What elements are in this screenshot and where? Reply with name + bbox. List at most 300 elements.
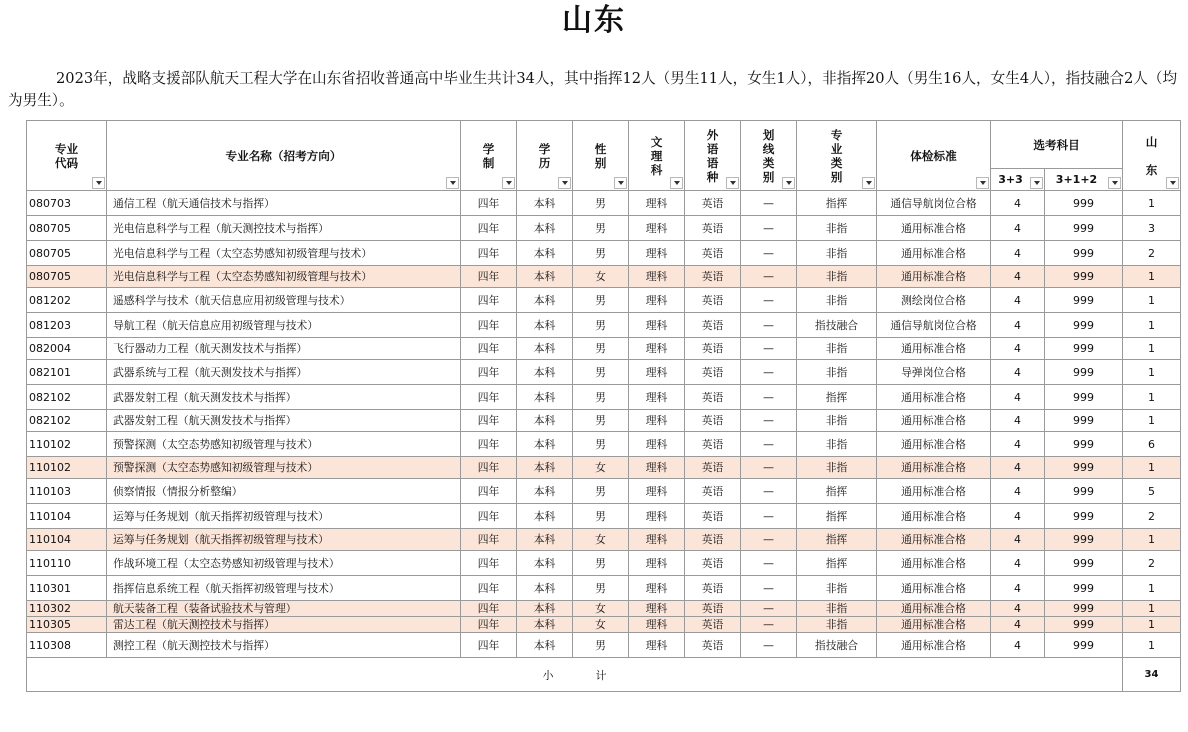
filter-dropdown-icon[interactable] (1030, 177, 1043, 189)
cell-subject: 理科 (629, 617, 685, 633)
cell-category: 非指 (797, 216, 877, 241)
cell-degree: 本科 (517, 633, 573, 658)
cell-degree: 本科 (517, 576, 573, 601)
cell-physical: 通用标准合格 (877, 410, 991, 432)
cell-category: 非指 (797, 432, 877, 457)
filter-dropdown-icon[interactable] (614, 177, 627, 189)
cell-degree: 本科 (517, 360, 573, 385)
filter-dropdown-icon[interactable] (1166, 177, 1179, 189)
cell-gender: 男 (573, 385, 629, 410)
cell-count: 2 (1123, 551, 1181, 576)
cell-code: 082101 (27, 360, 107, 385)
cell-category: 指挥 (797, 504, 877, 529)
cell-elective-a: 4 (991, 385, 1045, 410)
cell-degree: 本科 (517, 601, 573, 617)
cell-physical: 通用标准合格 (877, 385, 991, 410)
cell-code: 110308 (27, 633, 107, 658)
cell-physical: 通用标准合格 (877, 216, 991, 241)
filter-dropdown-icon[interactable] (446, 177, 459, 189)
cell-name: 运筹与任务规划（航天指挥初级管理与技术） (107, 529, 461, 551)
cell-batch: — (741, 551, 797, 576)
cell-category: 指技融合 (797, 313, 877, 338)
cell-language: 英语 (685, 360, 741, 385)
cell-elective-a: 4 (991, 288, 1045, 313)
cell-physical: 通信导航岗位合格 (877, 313, 991, 338)
subtotal-label: 小 计 (27, 658, 1123, 692)
cell-elective-a: 4 (991, 504, 1045, 529)
cell-subject: 理科 (629, 288, 685, 313)
enrollment-summary: 2023年，战略支援部队航天工程大学在山东省招收普通高中毕业生共计34人，其中指挥12人（男生11人，女生1人），非指挥20人（男生16人，女生4人），指技融合2人（均为男生）。 (8, 70, 1178, 109)
cell-name: 遥感科学与技术（航天信息应用初级管理与技术） (107, 288, 461, 313)
table-row (27, 338, 1181, 360)
cell-gender: 男 (573, 360, 629, 385)
cell-code: 110302 (27, 601, 107, 617)
filter-dropdown-icon[interactable] (726, 177, 739, 189)
cell-category: 非指 (797, 360, 877, 385)
cell-batch: — (741, 313, 797, 338)
cell-duration: 四年 (461, 266, 517, 288)
cell-language: 英语 (685, 288, 741, 313)
cell-duration: 四年 (461, 633, 517, 658)
header-language: 外 语 语 种 (685, 121, 741, 191)
cell-degree: 本科 (517, 266, 573, 288)
cell-count: 1 (1123, 457, 1181, 479)
cell-category: 非指 (797, 338, 877, 360)
cell-name: 预警探测（太空态势感知初级管理与技术） (107, 457, 461, 479)
cell-subject: 理科 (629, 313, 685, 338)
cell-gender: 男 (573, 191, 629, 216)
cell-batch: — (741, 216, 797, 241)
cell-physical: 通用标准合格 (877, 432, 991, 457)
cell-elective-b: 999 (1045, 551, 1123, 576)
cell-degree: 本科 (517, 479, 573, 504)
cell-physical: 通用标准合格 (877, 576, 991, 601)
cell-subject: 理科 (629, 504, 685, 529)
cell-elective-b: 999 (1045, 288, 1123, 313)
cell-language: 英语 (685, 432, 741, 457)
cell-code: 110305 (27, 617, 107, 633)
cell-gender: 男 (573, 410, 629, 432)
cell-duration: 四年 (461, 504, 517, 529)
filter-dropdown-icon[interactable] (1108, 177, 1121, 189)
cell-language: 英语 (685, 313, 741, 338)
table-row (27, 504, 1181, 529)
cell-name: 通信工程（航天通信技术与指挥） (107, 191, 461, 216)
table-row (27, 633, 1181, 658)
cell-batch: — (741, 576, 797, 601)
cell-physical: 通用标准合格 (877, 504, 991, 529)
table-row (27, 479, 1181, 504)
table-row (27, 601, 1181, 617)
cell-elective-a: 4 (991, 241, 1045, 266)
cell-name: 光电信息科学与工程（太空态势感知初级管理与技术） (107, 241, 461, 266)
cell-count: 2 (1123, 241, 1181, 266)
cell-name: 测控工程（航天测控技术与指挥） (107, 633, 461, 658)
cell-elective-b: 999 (1045, 504, 1123, 529)
cell-elective-b: 999 (1045, 576, 1123, 601)
cell-elective-a: 4 (991, 633, 1045, 658)
filter-dropdown-icon[interactable] (862, 177, 875, 189)
cell-count: 6 (1123, 432, 1181, 457)
cell-name: 导航工程（航天信息应用初级管理与技术） (107, 313, 461, 338)
cell-name: 武器发射工程（航天测发技术与指挥） (107, 385, 461, 410)
cell-category: 指技融合 (797, 633, 877, 658)
cell-duration: 四年 (461, 241, 517, 266)
cell-degree: 本科 (517, 216, 573, 241)
cell-language: 英语 (685, 338, 741, 360)
cell-category: 非指 (797, 288, 877, 313)
cell-category: 非指 (797, 617, 877, 633)
header-category: 专 业 类 别 (797, 121, 877, 191)
cell-count: 1 (1123, 266, 1181, 288)
header-elective-b: 3+1+2 (1045, 169, 1123, 191)
table-row (27, 360, 1181, 385)
cell-degree: 本科 (517, 288, 573, 313)
cell-batch: — (741, 266, 797, 288)
cell-degree: 本科 (517, 313, 573, 338)
header-name: 专业名称（招考方向） (107, 121, 461, 191)
cell-physical: 通用标准合格 (877, 529, 991, 551)
cell-code: 110104 (27, 504, 107, 529)
cell-count: 1 (1123, 191, 1181, 216)
cell-language: 英语 (685, 601, 741, 617)
cell-language: 英语 (685, 216, 741, 241)
cell-gender: 男 (573, 633, 629, 658)
cell-language: 英语 (685, 551, 741, 576)
cell-batch: — (741, 457, 797, 479)
filter-dropdown-icon[interactable] (502, 177, 515, 189)
cell-batch: — (741, 504, 797, 529)
cell-code: 110102 (27, 457, 107, 479)
cell-batch: — (741, 633, 797, 658)
cell-duration: 四年 (461, 432, 517, 457)
header-code: 专业 代码 (27, 121, 107, 191)
cell-category: 指挥 (797, 529, 877, 551)
cell-duration: 四年 (461, 338, 517, 360)
cell-count: 2 (1123, 504, 1181, 529)
cell-degree: 本科 (517, 529, 573, 551)
cell-gender: 女 (573, 457, 629, 479)
cell-category: 非指 (797, 410, 877, 432)
cell-degree: 本科 (517, 191, 573, 216)
cell-elective-a: 4 (991, 410, 1045, 432)
cell-duration: 四年 (461, 191, 517, 216)
cell-batch: — (741, 529, 797, 551)
cell-elective-b: 999 (1045, 432, 1123, 457)
cell-elective-a: 4 (991, 360, 1045, 385)
cell-batch: — (741, 385, 797, 410)
cell-gender: 男 (573, 313, 629, 338)
cell-language: 英语 (685, 617, 741, 633)
cell-duration: 四年 (461, 529, 517, 551)
table-row (27, 617, 1181, 633)
header-duration: 学 制 (461, 121, 517, 191)
cell-language: 英语 (685, 410, 741, 432)
cell-elective-a: 4 (991, 191, 1045, 216)
filter-dropdown-icon[interactable] (92, 177, 105, 189)
cell-degree: 本科 (517, 338, 573, 360)
table-row (27, 216, 1181, 241)
cell-degree: 本科 (517, 432, 573, 457)
table-row (27, 313, 1181, 338)
cell-code: 080705 (27, 241, 107, 266)
cell-code: 110102 (27, 432, 107, 457)
cell-elective-a: 4 (991, 551, 1045, 576)
cell-elective-b: 999 (1045, 410, 1123, 432)
cell-physical: 通用标准合格 (877, 241, 991, 266)
cell-subject: 理科 (629, 529, 685, 551)
cell-degree: 本科 (517, 385, 573, 410)
header-physical: 体检标准 (877, 121, 991, 191)
cell-category: 指挥 (797, 479, 877, 504)
cell-language: 英语 (685, 457, 741, 479)
cell-gender: 男 (573, 432, 629, 457)
cell-degree: 本科 (517, 410, 573, 432)
cell-language: 英语 (685, 241, 741, 266)
cell-batch: — (741, 432, 797, 457)
cell-elective-a: 4 (991, 432, 1045, 457)
filter-dropdown-icon[interactable] (976, 177, 989, 189)
cell-subject: 理科 (629, 410, 685, 432)
cell-count: 5 (1123, 479, 1181, 504)
cell-name: 航天装备工程（装备试验技术与管理） (107, 601, 461, 617)
cell-duration: 四年 (461, 576, 517, 601)
cell-category: 非指 (797, 241, 877, 266)
cell-language: 英语 (685, 576, 741, 601)
cell-degree: 本科 (517, 457, 573, 479)
cell-name: 侦察情报（情报分析整编） (107, 479, 461, 504)
cell-physical: 测绘岗位合格 (877, 288, 991, 313)
cell-elective-b: 999 (1045, 241, 1123, 266)
cell-batch: — (741, 410, 797, 432)
cell-elective-a: 4 (991, 313, 1045, 338)
cell-duration: 四年 (461, 216, 517, 241)
cell-elective-b: 999 (1045, 529, 1123, 551)
cell-category: 非指 (797, 576, 877, 601)
cell-elective-b: 999 (1045, 633, 1123, 658)
table-row (27, 432, 1181, 457)
header-degree: 学 历 (517, 121, 573, 191)
cell-gender: 男 (573, 241, 629, 266)
cell-duration: 四年 (461, 617, 517, 633)
cell-language: 英语 (685, 385, 741, 410)
cell-count: 1 (1123, 576, 1181, 601)
cell-gender: 男 (573, 576, 629, 601)
cell-duration: 四年 (461, 385, 517, 410)
cell-subject: 理科 (629, 457, 685, 479)
cell-physical: 通用标准合格 (877, 617, 991, 633)
cell-category: 非指 (797, 266, 877, 288)
cell-elective-b: 999 (1045, 360, 1123, 385)
cell-physical: 通用标准合格 (877, 457, 991, 479)
cell-elective-a: 4 (991, 457, 1045, 479)
cell-elective-b: 999 (1045, 617, 1123, 633)
cell-count: 1 (1123, 313, 1181, 338)
cell-subject: 理科 (629, 601, 685, 617)
table-row (27, 288, 1181, 313)
cell-elective-b: 999 (1045, 479, 1123, 504)
cell-duration: 四年 (461, 457, 517, 479)
cell-subject: 理科 (629, 338, 685, 360)
cell-elective-b: 999 (1045, 191, 1123, 216)
cell-elective-b: 999 (1045, 216, 1123, 241)
cell-elective-a: 4 (991, 216, 1045, 241)
header-elective-a: 3+3 (991, 169, 1045, 191)
cell-code: 110110 (27, 551, 107, 576)
cell-degree: 本科 (517, 241, 573, 266)
cell-code: 080705 (27, 266, 107, 288)
cell-subject: 理科 (629, 479, 685, 504)
cell-count: 1 (1123, 338, 1181, 360)
header-elective: 选考科目 (991, 121, 1123, 169)
subtotal-total: 34 (1123, 658, 1181, 692)
cell-code: 110104 (27, 529, 107, 551)
cell-code: 082004 (27, 338, 107, 360)
cell-code: 082102 (27, 385, 107, 410)
cell-count: 1 (1123, 360, 1181, 385)
cell-degree: 本科 (517, 551, 573, 576)
cell-physical: 通信导航岗位合格 (877, 191, 991, 216)
cell-gender: 女 (573, 266, 629, 288)
cell-physical: 导弹岗位合格 (877, 360, 991, 385)
cell-physical: 通用标准合格 (877, 601, 991, 617)
table-row (27, 385, 1181, 410)
filter-dropdown-icon[interactable] (670, 177, 683, 189)
table-row (27, 410, 1181, 432)
cell-name: 指挥信息系统工程（航天指挥初级管理与技术） (107, 576, 461, 601)
table-row (27, 241, 1181, 266)
cell-elective-a: 4 (991, 617, 1045, 633)
cell-category: 指挥 (797, 551, 877, 576)
cell-language: 英语 (685, 633, 741, 658)
cell-subject: 理科 (629, 551, 685, 576)
cell-code: 110301 (27, 576, 107, 601)
table-row (27, 551, 1181, 576)
cell-physical: 通用标准合格 (877, 551, 991, 576)
cell-batch: — (741, 338, 797, 360)
cell-count: 1 (1123, 288, 1181, 313)
table-row (27, 266, 1181, 288)
cell-elective-a: 4 (991, 576, 1045, 601)
cell-elective-a: 4 (991, 266, 1045, 288)
cell-count: 1 (1123, 617, 1181, 633)
cell-category: 非指 (797, 457, 877, 479)
filter-dropdown-icon[interactable] (782, 177, 795, 189)
enrollment-table (26, 120, 1181, 692)
cell-name: 雷达工程（航天测控技术与指挥） (107, 617, 461, 633)
cell-elective-a: 4 (991, 529, 1045, 551)
cell-batch: — (741, 617, 797, 633)
cell-count: 1 (1123, 410, 1181, 432)
cell-code: 081202 (27, 288, 107, 313)
table-row (27, 529, 1181, 551)
cell-subject: 理科 (629, 191, 685, 216)
cell-language: 英语 (685, 191, 741, 216)
cell-name: 光电信息科学与工程（航天测控技术与指挥） (107, 216, 461, 241)
cell-duration: 四年 (461, 601, 517, 617)
cell-elective-a: 4 (991, 601, 1045, 617)
cell-count: 3 (1123, 216, 1181, 241)
cell-code: 110103 (27, 479, 107, 504)
cell-subject: 理科 (629, 576, 685, 601)
cell-code: 080705 (27, 216, 107, 241)
cell-batch: — (741, 601, 797, 617)
cell-name: 预警探测（太空态势感知初级管理与技术） (107, 432, 461, 457)
cell-duration: 四年 (461, 410, 517, 432)
cell-subject: 理科 (629, 241, 685, 266)
cell-category: 指挥 (797, 385, 877, 410)
cell-duration: 四年 (461, 551, 517, 576)
page-title: 山东 (562, 3, 626, 38)
cell-elective-b: 999 (1045, 457, 1123, 479)
cell-count: 1 (1123, 385, 1181, 410)
cell-subject: 理科 (629, 360, 685, 385)
cell-physical: 通用标准合格 (877, 479, 991, 504)
cell-physical: 通用标准合格 (877, 633, 991, 658)
cell-name: 运筹与任务规划（航天指挥初级管理与技术） (107, 504, 461, 529)
cell-gender: 男 (573, 504, 629, 529)
cell-duration: 四年 (461, 360, 517, 385)
cell-subject: 理科 (629, 432, 685, 457)
cell-batch: — (741, 360, 797, 385)
header-subject: 文 理 科 (629, 121, 685, 191)
cell-name: 武器发射工程（航天测发技术与指挥） (107, 410, 461, 432)
cell-physical: 通用标准合格 (877, 338, 991, 360)
header-province: 山 东 (1123, 121, 1181, 191)
cell-name: 光电信息科学与工程（太空态势感知初级管理与技术） (107, 266, 461, 288)
cell-gender: 女 (573, 601, 629, 617)
cell-name: 飞行器动力工程（航天测发技术与指挥） (107, 338, 461, 360)
cell-batch: — (741, 191, 797, 216)
cell-elective-a: 4 (991, 338, 1045, 360)
table-row (27, 457, 1181, 479)
cell-degree: 本科 (517, 617, 573, 633)
cell-gender: 女 (573, 617, 629, 633)
cell-category: 非指 (797, 601, 877, 617)
cell-subject: 理科 (629, 385, 685, 410)
filter-dropdown-icon[interactable] (558, 177, 571, 189)
header-gender: 性 别 (573, 121, 629, 191)
cell-code: 082102 (27, 410, 107, 432)
cell-code: 080703 (27, 191, 107, 216)
cell-gender: 男 (573, 288, 629, 313)
cell-language: 英语 (685, 266, 741, 288)
table-row (27, 191, 1181, 216)
cell-batch: — (741, 288, 797, 313)
cell-subject: 理科 (629, 633, 685, 658)
cell-count: 1 (1123, 601, 1181, 617)
cell-batch: — (741, 241, 797, 266)
cell-elective-b: 999 (1045, 266, 1123, 288)
cell-degree: 本科 (517, 504, 573, 529)
cell-subject: 理科 (629, 216, 685, 241)
cell-count: 1 (1123, 633, 1181, 658)
cell-language: 英语 (685, 529, 741, 551)
cell-code: 081203 (27, 313, 107, 338)
cell-elective-a: 4 (991, 479, 1045, 504)
cell-duration: 四年 (461, 479, 517, 504)
table-row (27, 576, 1181, 601)
cell-elective-b: 999 (1045, 385, 1123, 410)
cell-category: 指挥 (797, 191, 877, 216)
cell-gender: 女 (573, 529, 629, 551)
cell-name: 武器系统与工程（航天测发技术与指挥） (107, 360, 461, 385)
cell-gender: 男 (573, 338, 629, 360)
cell-physical: 通用标准合格 (877, 266, 991, 288)
cell-batch: — (741, 479, 797, 504)
cell-subject: 理科 (629, 266, 685, 288)
cell-elective-b: 999 (1045, 313, 1123, 338)
